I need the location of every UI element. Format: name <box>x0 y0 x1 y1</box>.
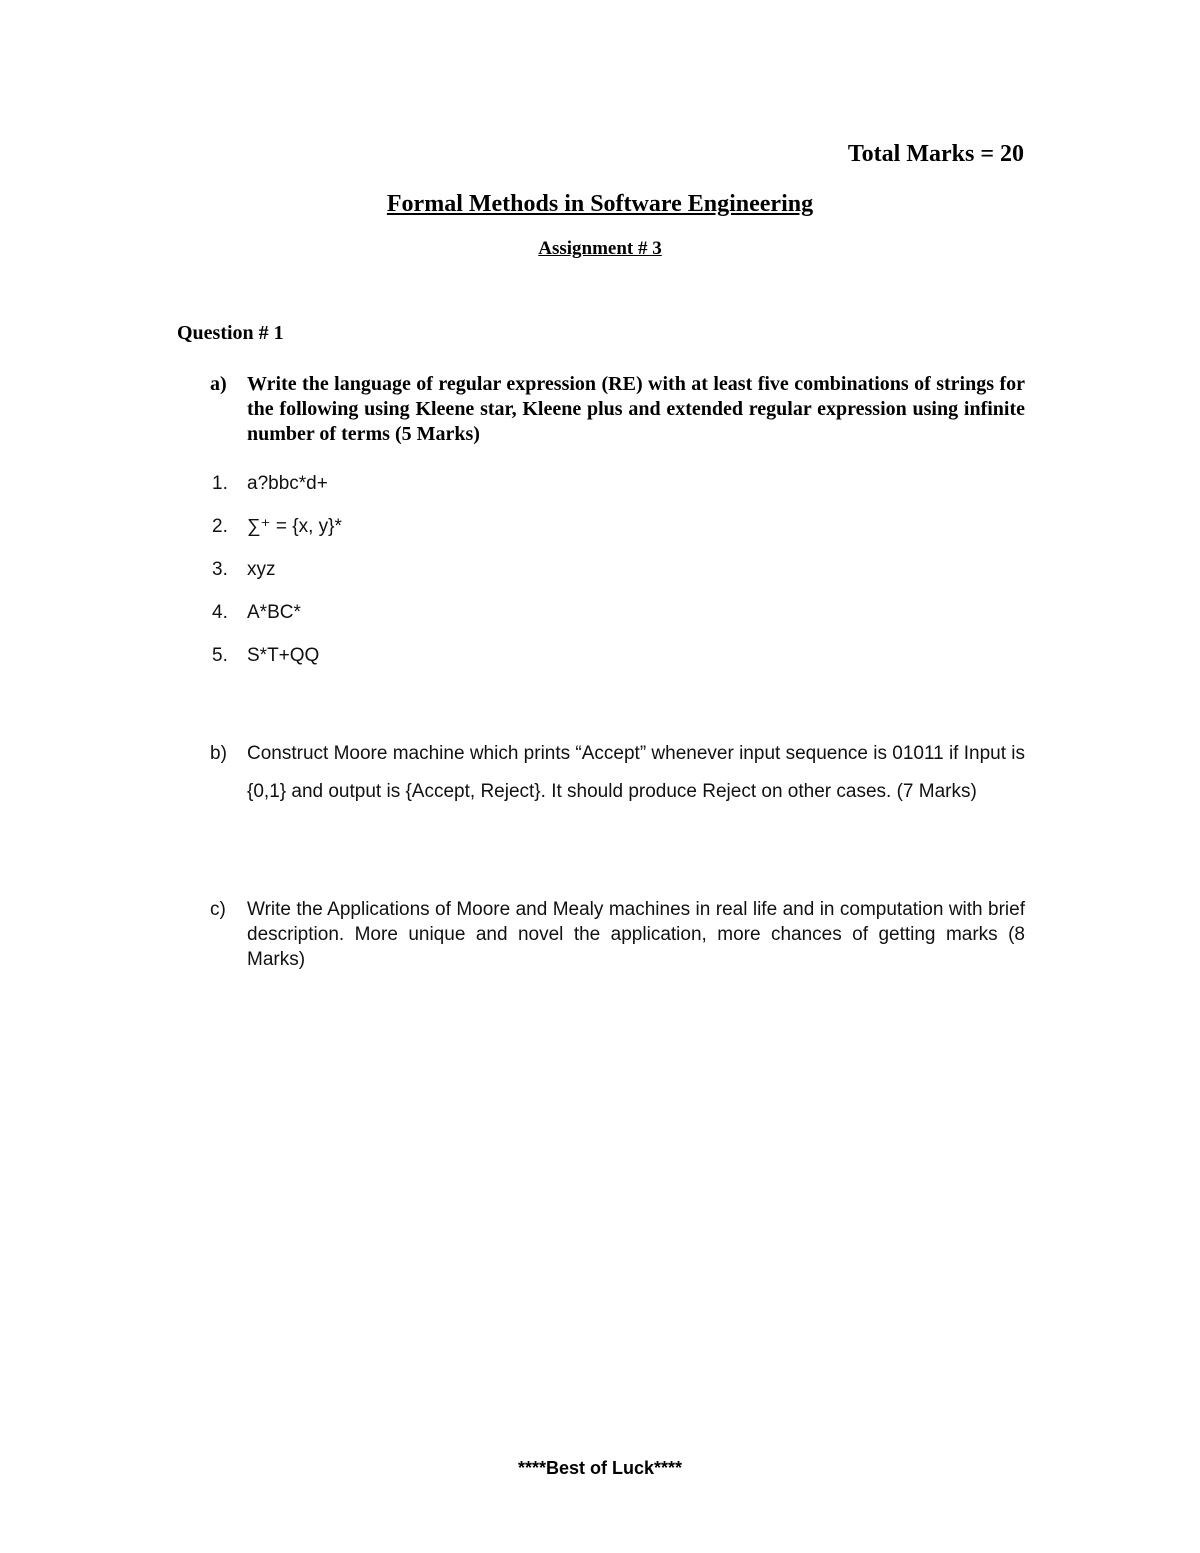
part-a <box>210 372 1025 447</box>
part-b-text: Construct Moore machine which prints “Accept” whenever input sequence is 01011 if Input is {0,1} and output is {Accept, Reject}. It should produce Reject on other cases. (7 Marks) <box>247 743 1025 802</box>
list-item-number: 2. <box>212 516 228 537</box>
list-item-expression: xyz <box>247 559 276 580</box>
part-b-marker: b) <box>210 743 227 764</box>
part-b <box>210 735 1025 811</box>
list-item-expression: a?bbc*d+ <box>247 473 328 494</box>
list-item-expression: ∑⁺ = {x, y}* <box>247 516 342 537</box>
list-item-expression: S*T+QQ <box>247 645 320 666</box>
part-a-text: Write the language of regular expression (RE) with at least five combinations of strings for the following using Kleene star, Kleene plus and extended regular expression using infinite number of terms (5 Marks) <box>247 373 1025 445</box>
list-item-expression: A*BC* <box>247 602 301 623</box>
list-item-number: 4. <box>212 602 228 623</box>
part-a-marker: a) <box>210 373 227 395</box>
list-item-number: 5. <box>212 645 228 666</box>
question-heading: Question # 1 <box>177 322 284 344</box>
footer-message: ****Best of Luck**** <box>517 1458 683 1478</box>
assignment-number: Assignment # 3 <box>538 238 662 259</box>
document-title: Formal Methods in Software Engineering <box>386 191 814 217</box>
part-c-marker: c) <box>210 899 226 920</box>
list-item-number: 1. <box>212 473 228 494</box>
list-item-number: 3. <box>212 559 228 580</box>
total-marks: Total Marks = 20 <box>847 141 1024 167</box>
part-c-text: Write the Applications of Moore and Mealy machines in real life and in computation with brief description. More unique and novel the application, more chances of getting marks (8 Marks) <box>247 899 1025 970</box>
part-c <box>210 897 1025 972</box>
